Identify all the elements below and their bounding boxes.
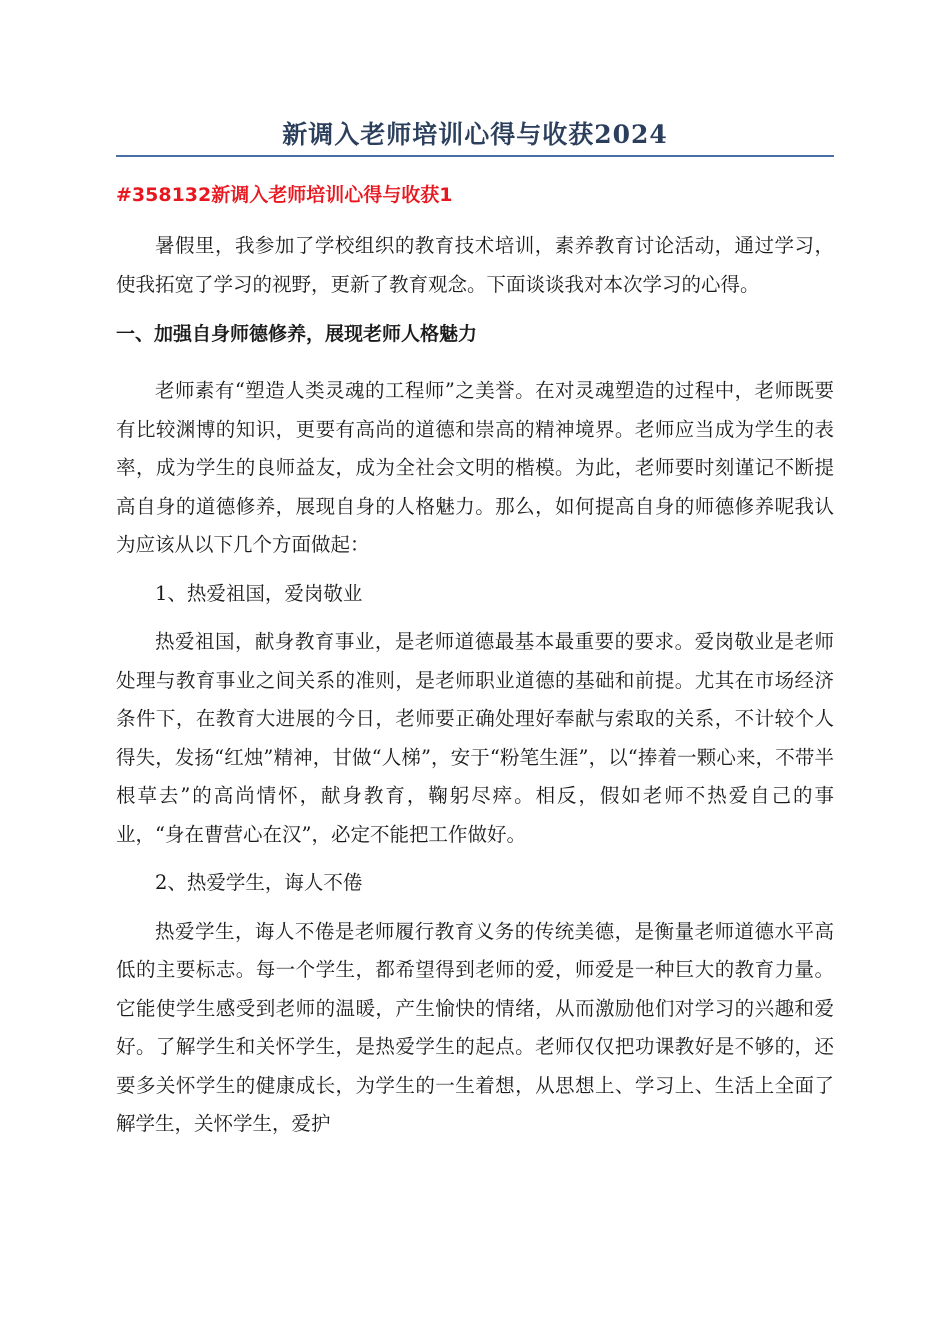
title-underline [116,155,834,157]
document-page [116,0,834,1144]
intro-paragraph: 暑假里，我参加了学校组织的教育技术培训，素养教育讨论活动，通过学习，使我拓宽了学习的视野，更新了教育观念。下面谈谈我对本次学习的心得。 [116,234,834,296]
item2-paragraph: 热爱学生，诲人不倦是老师履行教育义务的传统美德，是衡量老师道德水平高低的主要标志。每一个学生，都希望得到老师的爱，师爱是一种巨大的教育力量。它能使学生感受到老师的温暖，产生愉快的情绪，从而激励他们对学习的兴趣和爱好。了解学生和关怀学生，是热爱学生的起点。老师仅仅把功课教好是不够的，还要多关怀学生的健康成长，为学生的一生着想，从思想上、学习上、生活上全面了解学生，关怀学生，爱护 [116,919,834,1135]
red-subheading: #358132新调入老师培训心得与收获1 [116,184,453,206]
item-heading-1: 1、热爱祖国，爱岗敬业 [155,581,363,605]
section-heading-1: 一、加强自身师德修养，展现老师人格魅力 [116,323,478,345]
document-title: 新调入老师培训心得与收获2024 [282,120,668,149]
section1-paragraph: 老师素有“塑造人类灵魂的工程师”之美誉。在对灵魂塑造的过程中，老师既要有比较渊博的知识，更要有高尚的道德和崇高的精神境界。老师应当成为学生的表率，成为学生的良师益友，成为全社会文明的楷模。为此，老师要时刻谨记不断提高自身的道德修养，展现自身的人格魅力。那么，如何提高自身的师德修养呢我认为应该从以下几个方面做起： [116,379,834,556]
item1-paragraph: 热爱祖国，献身教育事业，是老师道德最基本最重要的要求。爱岗敬业是老师处理与教育事业之间关系的准则，是老师职业道德的基础和前提。尤其在市场经济条件下，在教育大进展的今日，老师要正确处理好奉献与索取的关系，不计较个人得失，发扬“红烛”精神，甘做“人梯”，安于“粉笔生涯”，以“捧着一颗心来，不带半根草去”的高尚情怀，献身教育，鞠躬尽瘁。相反，假如老师不热爱自己的事业，“身在曹营心在汉”，必定不能把工作做好。 [116,630,834,846]
item-heading-2: 2、热爱学生，诲人不倦 [155,871,363,894]
